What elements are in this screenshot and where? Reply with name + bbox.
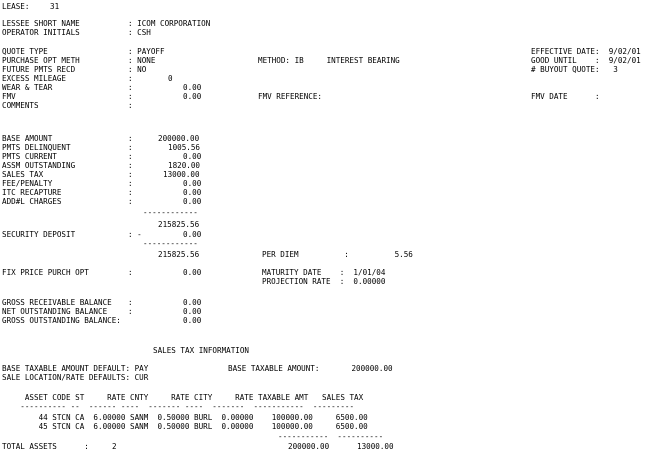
sale-location-defaults: SALE LOCATION/RATE DEFAULTS: CUR <box>2 373 149 382</box>
amount-value: 0.00 <box>183 152 202 161</box>
total-assets-value: 2 <box>112 442 117 451</box>
balance-label: GROSS RECEIVABLE BALANCE <box>2 298 112 307</box>
fix-price-label: FIX PRICE PURCH OPT <box>2 268 89 277</box>
security-deposit-value: 0.00 <box>183 230 202 239</box>
wear-tear-label: WEAR & TEAR <box>2 83 53 92</box>
effective-date: EFFECTIVE DATE: 9/02/01 <box>531 47 641 56</box>
projection-rate: PROJECTION RATE : 0.00000 <box>262 277 386 286</box>
amount-label: ADD#L CHARGES <box>2 197 62 206</box>
amount-value: 0.00 <box>183 197 202 206</box>
amount-colon: : <box>128 197 133 206</box>
total-rule: ------------ <box>143 239 198 248</box>
total-taxable-amount: 200000.00 <box>288 442 330 451</box>
base-taxable-amount: BASE TAXABLE AMOUNT: 200000.00 <box>228 364 393 373</box>
quote-type-value: : PAYOFF <box>128 47 165 56</box>
lease-value: 31 <box>50 2 60 11</box>
fmv-date: FMV DATE : <box>531 92 600 101</box>
amount-label: PMTS CURRENT <box>2 152 57 161</box>
amount-colon: : <box>128 161 133 170</box>
fix-price-value: 0.00 <box>183 268 202 277</box>
security-deposit-label: SECURITY DEPOSIT <box>2 230 76 239</box>
balance-value: 0.00 <box>183 298 202 307</box>
method-text: METHOD: IB INTEREST BEARING <box>258 56 400 65</box>
balance-value: 0.00 <box>183 316 202 325</box>
amount-label: SALES TAX <box>2 170 44 179</box>
excess-mileage-label: EXCESS MILEAGE <box>2 74 67 83</box>
excess-mileage-colon: : <box>128 74 133 83</box>
amount-value: 0.00 <box>183 179 202 188</box>
balance-label: GROSS OUTSTANDING BALANCE: <box>2 316 121 325</box>
amount-value: 13000.00 <box>163 170 200 179</box>
fmv-reference-label: FMV REFERENCE: <box>258 92 323 101</box>
balance-colon: : <box>128 298 133 307</box>
fmv-value: 0.00 <box>183 92 202 101</box>
balance-value: 0.00 <box>183 307 202 316</box>
amount-colon: : <box>128 188 133 197</box>
amount-label: PMTS DELINQUENT <box>2 143 71 152</box>
purchase-opt-value: : NONE <box>128 56 156 65</box>
amount-label: FEE/PENALTY <box>2 179 53 188</box>
lessee-value: : ICOM CORPORATION <box>128 19 211 28</box>
good-until: GOOD UNTIL : 9/02/01 <box>531 56 641 65</box>
amount-label: ASSM OUTSTANDING <box>2 161 76 170</box>
future-pmts-value: : NO <box>128 65 147 74</box>
table-row: 44 STCN CA 6.00000 SANM 0.50000 BURL 0.00000 100000.00 6500.00 <box>2 413 368 422</box>
fix-price-colon: : <box>128 268 133 277</box>
amount-colon: : <box>128 170 133 179</box>
lessee-label: LESSEE SHORT NAME <box>2 19 80 28</box>
amount-colon: : <box>128 179 133 188</box>
base-taxable-default: BASE TAXABLE AMOUNT DEFAULT: PAY <box>2 364 149 373</box>
tax-table-header: ASSET CODE ST RATE CNTY RATE CITY RATE TAXABLE AMT SALES TAX <box>2 393 364 402</box>
amount-value: 1820.00 <box>168 161 201 170</box>
future-pmts-label: FUTURE PMTS RECD <box>2 65 76 74</box>
comments-label: COMMENTS <box>2 101 39 110</box>
totals-rule: ----------- ---------- <box>278 432 384 441</box>
balance-label: NET OUTSTANDING BALANCE <box>2 307 108 316</box>
table-row: 45 STCN CA 6.00000 SANM 0.50000 BURL 0.00000 100000.00 6500.00 <box>2 422 368 431</box>
per-diem: PER DIEM : 5.56 <box>262 250 413 259</box>
wear-tear-value: 0.00 <box>183 83 202 92</box>
sales-tax-title: SALES TAX INFORMATION <box>153 346 250 355</box>
amount-colon: : <box>128 143 133 152</box>
buyout-quote: # BUYOUT QUOTE: 3 <box>531 65 618 74</box>
comments-colon: : <box>128 101 133 110</box>
amount-label: ITC RECAPTURE <box>2 188 62 197</box>
amount-value: 0.00 <box>183 188 202 197</box>
fmv-label: FMV <box>2 92 16 101</box>
total-value: 215825.56 <box>158 250 200 259</box>
excess-mileage-value: 0 <box>168 74 173 83</box>
purchase-opt-label: PURCHASE OPT METH <box>2 56 80 65</box>
total-assets-label: TOTAL ASSETS : <box>2 442 89 451</box>
tax-table-rule: ---------- -- ------ ---- ------- ---- ------- ----------- --------- <box>2 402 355 411</box>
fmv-colon: : <box>128 92 133 101</box>
maturity-date: MATURITY DATE : 1/01/04 <box>262 268 386 277</box>
amount-label: BASE AMOUNT <box>2 134 53 143</box>
amount-value: 1005.56 <box>168 143 201 152</box>
security-deposit-colon: : - <box>128 230 142 239</box>
lease-label: LEASE: <box>2 2 30 11</box>
quote-type-label: QUOTE TYPE <box>2 47 48 56</box>
total-sales-tax: 13000.00 <box>357 442 394 451</box>
subtotal-rule: ------------ <box>143 208 198 217</box>
balance-colon: : <box>128 307 133 316</box>
operator-value: : CSH <box>128 28 151 37</box>
subtotal-value: 215825.56 <box>158 220 200 229</box>
amount-colon: : <box>128 152 133 161</box>
amount-value: 200000.00 <box>158 134 200 143</box>
wear-tear-colon: : <box>128 83 133 92</box>
amount-colon: : <box>128 134 133 143</box>
operator-label: OPERATOR INITIALS <box>2 28 80 37</box>
